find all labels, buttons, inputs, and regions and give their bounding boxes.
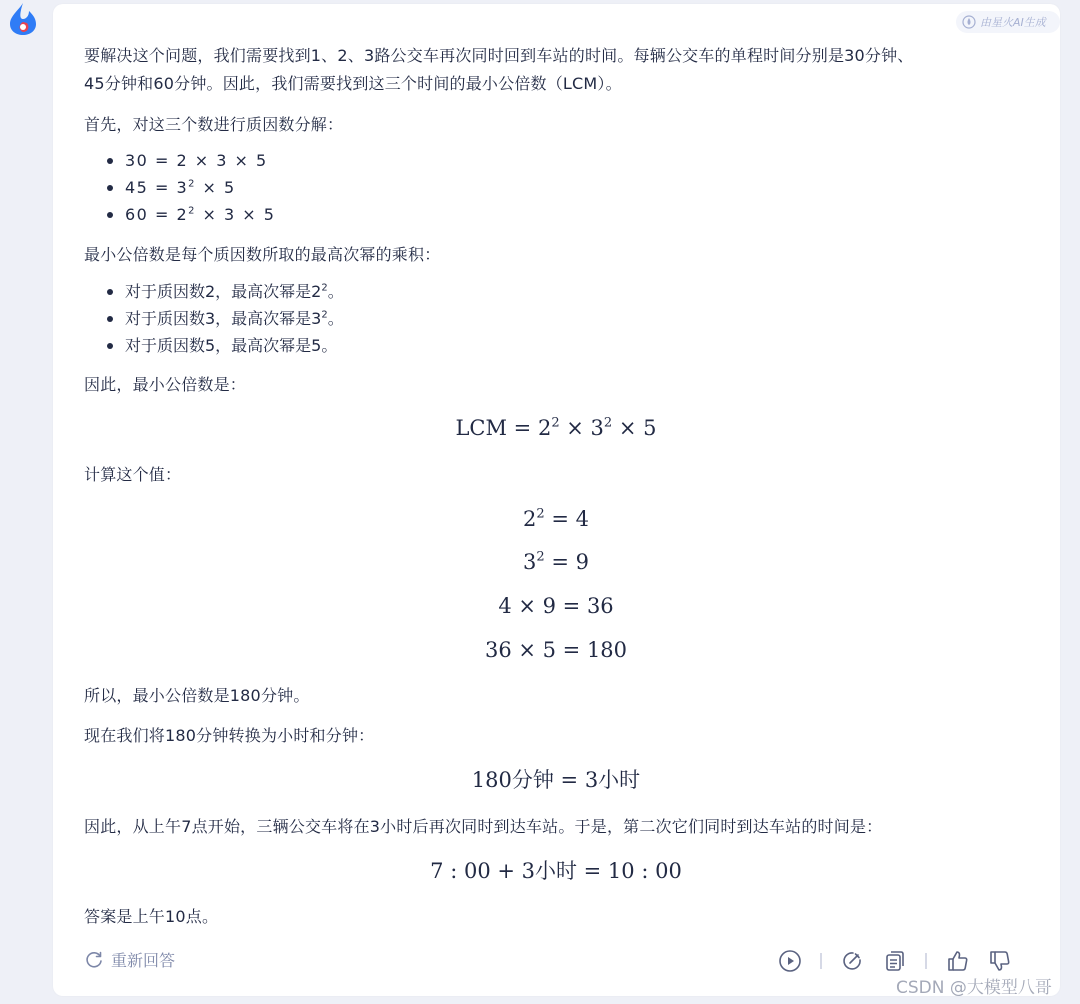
thumbs-down-icon [988, 949, 1012, 973]
intro-line-1: 要解决这个问题，我们需要找到1、2、3路公交车再次同时回到车站的时间。每辆公交车的单程时间分别是30分钟、 [84, 46, 914, 65]
lcm-heading: 最小公倍数是每个质因数所取的最高次幂的乘积： [84, 245, 441, 264]
intro-line-2: 45分钟和60分钟。因此，我们需要找到这三个时间的最小公倍数（LCM）。 [84, 74, 622, 93]
refresh-icon [84, 950, 104, 970]
play-icon [778, 949, 802, 973]
play-button[interactable] [778, 949, 802, 973]
product-equation: 36 × 5 = 180 [484, 638, 628, 662]
bullet-icon [107, 212, 113, 218]
therefore-lcm: 因此，最小公倍数是： [84, 375, 247, 394]
divider [925, 953, 927, 969]
multiply-equation: 4 × 9 = 36 [498, 594, 614, 618]
copy-button[interactable] [883, 949, 907, 973]
time-equation: 7 : 00 + 3小时 = 10 : 00 [430, 859, 682, 883]
like-button[interactable] [946, 949, 970, 973]
regenerate-button[interactable] [84, 948, 175, 971]
compute-heading: 计算这个值： [84, 465, 182, 484]
conclusion: 因此，从上午7点开始，三辆公交车将在3小时后再次同时到达车站。于是，第二次它们同时到达车站的时间是： [84, 817, 883, 836]
ai-generated-badge [956, 11, 1060, 33]
convert-equation: 180分钟 = 3小时 [471, 768, 641, 792]
lcm-equation: LCM = $2^2 \times 3^2 \times 5$ [455, 415, 657, 440]
thumbs-up-icon [946, 949, 970, 973]
spark-icon [962, 15, 976, 29]
bullet-icon [107, 158, 113, 164]
result-minutes: 所以，最小公倍数是180分钟。 [84, 686, 310, 705]
edit-button[interactable] [840, 949, 864, 973]
bullet-icon [107, 289, 113, 295]
factor-heading: 首先，对这三个数进行质因数分解： [84, 115, 344, 134]
bullet-icon [107, 185, 113, 191]
divider [820, 953, 822, 969]
ai-generated-label: 由星火AI生成 [980, 16, 1046, 29]
dislike-button[interactable] [988, 949, 1012, 973]
assistant-logo-icon [8, 2, 38, 36]
square-3-equation: $3^2 = 9$ [523, 549, 589, 574]
final-answer: 答案是上午10点。 [84, 907, 219, 926]
bullet-icon [107, 343, 113, 349]
bullet-icon [107, 316, 113, 322]
square-2-equation: $2^2 = 4$ [523, 506, 589, 531]
edit-icon [840, 949, 864, 973]
convert-heading: 现在我们将180分钟转换为小时和分钟： [84, 726, 375, 745]
watermark: CSDN @大模型八哥 [896, 978, 1052, 998]
regenerate-label: 重新回答 [111, 951, 176, 970]
copy-icon [883, 949, 907, 973]
